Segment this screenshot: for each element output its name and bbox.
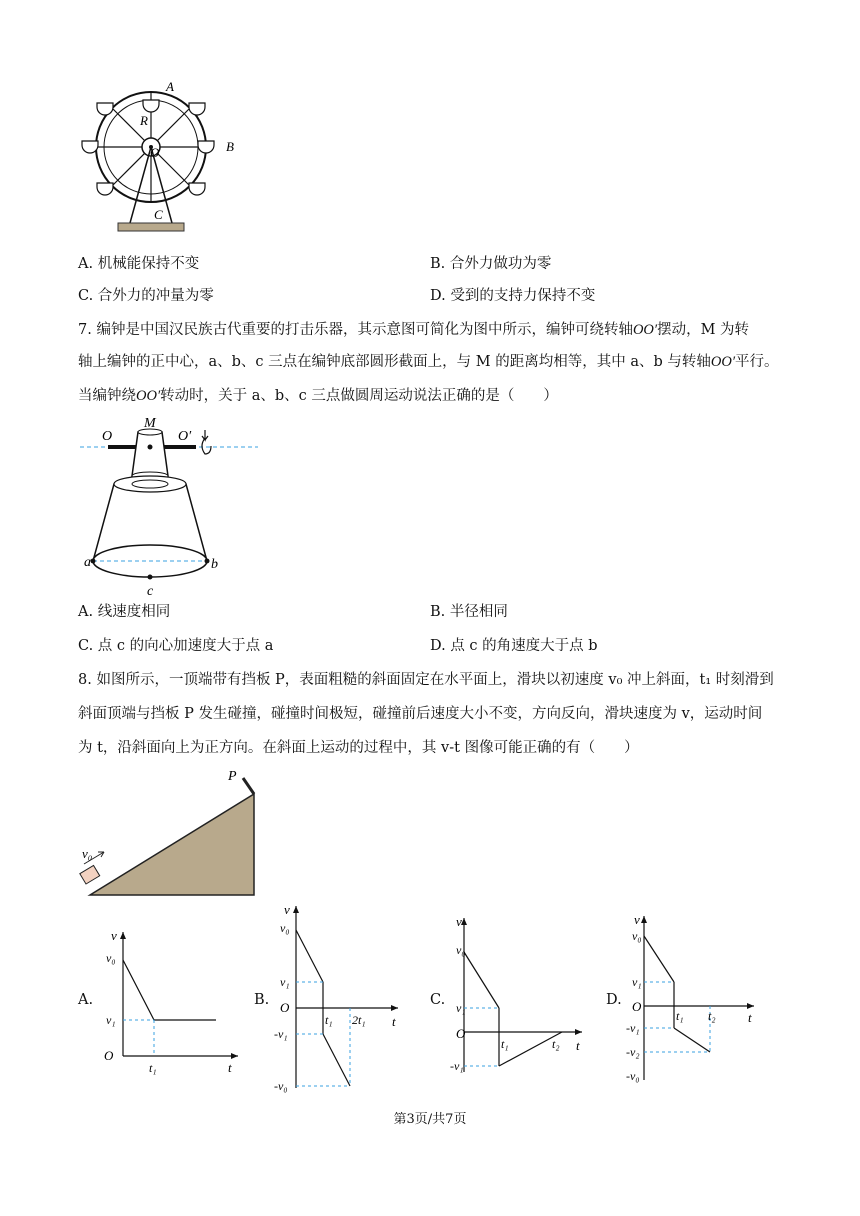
gd-label-v1: v₁: [632, 975, 642, 989]
vt-graph-a: [96, 926, 246, 1076]
q8-stem-line1: 8. 如图所示，一顶端带有挡板 P，表面粗糙的斜面固定在水平面上，滑块以初速度 v₀ 冲上斜面，t₁ 时刻滑到: [78, 672, 774, 688]
gd-label-v0: v₀: [632, 929, 642, 943]
bell-label-O-prime: O′: [178, 429, 192, 444]
q7-axis-symbol: OO′: [632, 322, 658, 338]
gc-label-t2: t₂: [552, 1037, 560, 1051]
q8-option-d[interactable]: D.: [606, 992, 622, 1008]
incline-label-v0: v₀: [82, 846, 93, 861]
q8-option-a[interactable]: A.: [78, 992, 94, 1008]
ga-label-v: v: [111, 928, 117, 943]
q7-option-b[interactable]: B. 半径相同: [430, 604, 508, 620]
gb-label-t1: t₁: [325, 1013, 333, 1027]
bell-label-M: M: [144, 418, 156, 431]
gc-label-v0: v₀: [456, 943, 466, 957]
gc-label-nv1: -v₁: [450, 1059, 464, 1073]
bell-label-c: c: [147, 584, 154, 599]
gd-label-v: v: [634, 912, 640, 927]
ga-label-v0: v₀: [106, 951, 116, 965]
gc-label-t: t: [576, 1038, 580, 1053]
gb-label-v: v: [284, 902, 290, 917]
q6-option-c[interactable]: C. 合外力的冲量为零: [78, 288, 214, 304]
vt-graph-c: [444, 912, 594, 1077]
q7-line1-tail: 摆动，M 为转: [657, 322, 750, 338]
q7-line3-tail: 转动时，关于 a、b、c 三点做圆周运动说法正确的是（ ）: [160, 388, 558, 404]
gd-label-t2: t₂: [708, 1009, 716, 1023]
gc-label-v1: v₁: [456, 1001, 466, 1015]
gd-label-nv0: -v₀: [626, 1069, 640, 1083]
ga-label-t: t: [228, 1060, 232, 1075]
gc-label-O: O: [456, 1026, 466, 1041]
gb-label-O: O: [280, 1000, 290, 1015]
gb-label-v1: v₁: [280, 975, 290, 989]
incline-label-P: P: [228, 769, 237, 784]
gd-label-nv1: -v₁: [626, 1021, 640, 1035]
ga-label-v1: v₁: [106, 1013, 116, 1027]
q6-option-b[interactable]: B. 合外力做功为零: [430, 256, 552, 272]
bell-label-b: b: [211, 557, 218, 572]
q7-line2-tail: 平行。: [735, 354, 779, 370]
gd-label-t1: t₁: [676, 1009, 684, 1023]
page-footer: [0, 1108, 860, 1127]
vt-graph-d: [622, 910, 772, 1085]
gb-label-2t1: 2t₁: [352, 1013, 366, 1027]
gd-label-t: t: [748, 1010, 752, 1025]
ga-label-t1: t₁: [149, 1061, 157, 1075]
ferris-wheel-figure: [78, 75, 248, 235]
label-B: B: [226, 139, 234, 154]
label-C: C: [154, 207, 163, 222]
q8-option-c[interactable]: C.: [430, 992, 446, 1008]
bell-label-O: O: [102, 429, 113, 444]
q7-stem-line2: [78, 352, 779, 372]
label-O: O: [150, 145, 160, 160]
q8-stem-line3: 为 t，沿斜面向上为正方向。在斜面上运动的过程中，其 v-t 图像可能正确的有（ ）: [78, 740, 639, 756]
bell-figure: [78, 418, 278, 600]
gd-label-nv2: -v₂: [626, 1045, 640, 1059]
q7-axis-symbol-2: OO′: [710, 354, 735, 370]
q7-axis-symbol-3: OO′: [136, 388, 161, 404]
q7-option-a[interactable]: A. 线速度相同: [78, 604, 171, 620]
q7-line1-text: 7. 编钟是中国汉民族古代重要的打击乐器，其示意图可简化为图中所示，编钟可绕转轴: [78, 322, 633, 338]
q7-line3-head: 当编钟绕: [78, 388, 136, 404]
q8-stem-line2: 斜面顶端与挡板 P 发生碰撞，碰撞时间极短，碰撞前后速度大小不变，方向反向，滑块速度为 v，运动时间: [78, 706, 763, 722]
gb-label-v0: v₀: [280, 921, 290, 935]
q7-line2-text: 轴上编钟的正中心，a、b、c 三点在编钟底部圆形截面上，与 M 的距离均相等，其中 a、b 与转轴: [78, 354, 711, 370]
ga-label-O: O: [104, 1048, 114, 1063]
gc-label-t1: t₁: [501, 1037, 509, 1051]
q6-option-a[interactable]: A. 机械能保持不变: [78, 256, 200, 272]
gc-label-v: v: [456, 914, 462, 929]
q6-option-d[interactable]: D. 受到的支持力保持不变: [430, 288, 596, 304]
q8-option-b[interactable]: B.: [254, 992, 270, 1008]
label-R: R: [140, 113, 148, 128]
gd-label-O: O: [632, 999, 642, 1014]
gb-label-nv1: -v₁: [274, 1027, 288, 1041]
q7-stem-line3: [78, 386, 558, 406]
bell-label-a: a: [84, 555, 91, 570]
label-A: A: [166, 79, 174, 94]
incline-figure: [78, 766, 278, 900]
q7-stem-line1: [78, 320, 749, 340]
page-number: 第3页/共7页: [393, 1112, 467, 1127]
gb-label-t: t: [392, 1014, 396, 1029]
vt-graph-b: [268, 900, 418, 1095]
gb-label-nv0: -v₀: [274, 1079, 288, 1093]
q7-option-d[interactable]: D. 点 c 的角速度大于点 b: [430, 638, 598, 654]
q7-option-c[interactable]: C. 点 c 的向心加速度大于点 a: [78, 638, 274, 654]
